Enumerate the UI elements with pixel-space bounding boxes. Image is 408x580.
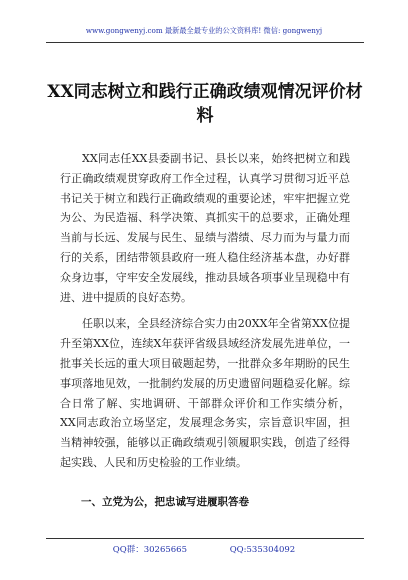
document-title: XX同志树立和践行正确政绩观情况评价材料 [47, 82, 363, 126]
document-body [60, 149, 350, 480]
qq-label: QQ:535304092 [229, 545, 296, 555]
paragraph: 任职以来，全县经济综合实力由20XX年全省第XX位提升至第XX位，连续X年获评省级县域经济发展先进单位，一批事关长远的重大项目破题起势，一批群众多年期盼的民生事项落地见效，一批制约发展的历史遗留问题稳妥化解。综合日常了解、实地调研、干部群众评价和工作实绩分析，XX同志政治立场坚定，发展理念务实，宗旨意识牢固，担当精神较强，能够以正确政绩观引领履职实践，创造了经得起实践、人民和历史检验的工作业绩。 [60, 317, 350, 469]
page-header: www.gongwenyj.com 最新最全最专业的公文资料库! 微信: gongwenyj [85, 26, 323, 35]
header-divider [46, 42, 364, 43]
section-heading: 一、立党为公，把忠诚写进履职答卷 [81, 496, 249, 508]
qq-group-label: QQ群：30265665 [112, 545, 187, 555]
page-footer [0, 543, 408, 555]
paragraph: XX同志任XX县委副书记、县长以来，始终把树立和践行正确政绩观贯穿政府工作全过程，认真学习贯彻习近平总书记关于树立和践行正确政绩观的重要论述，牢牢把握立党为公、为民造福、科学决策、真抓实干的总要求，正确处理当前与长远、发展与民生、显绩与潜绩、尽力而为与量力而行的关系，团结带领县政府一班人稳住经济基本盘，办好群众身边事，守牢安全发展线，推动县域各项事业呈现稳中有进、进中提质的良好态势。 [60, 152, 350, 304]
footer-divider [46, 538, 364, 539]
